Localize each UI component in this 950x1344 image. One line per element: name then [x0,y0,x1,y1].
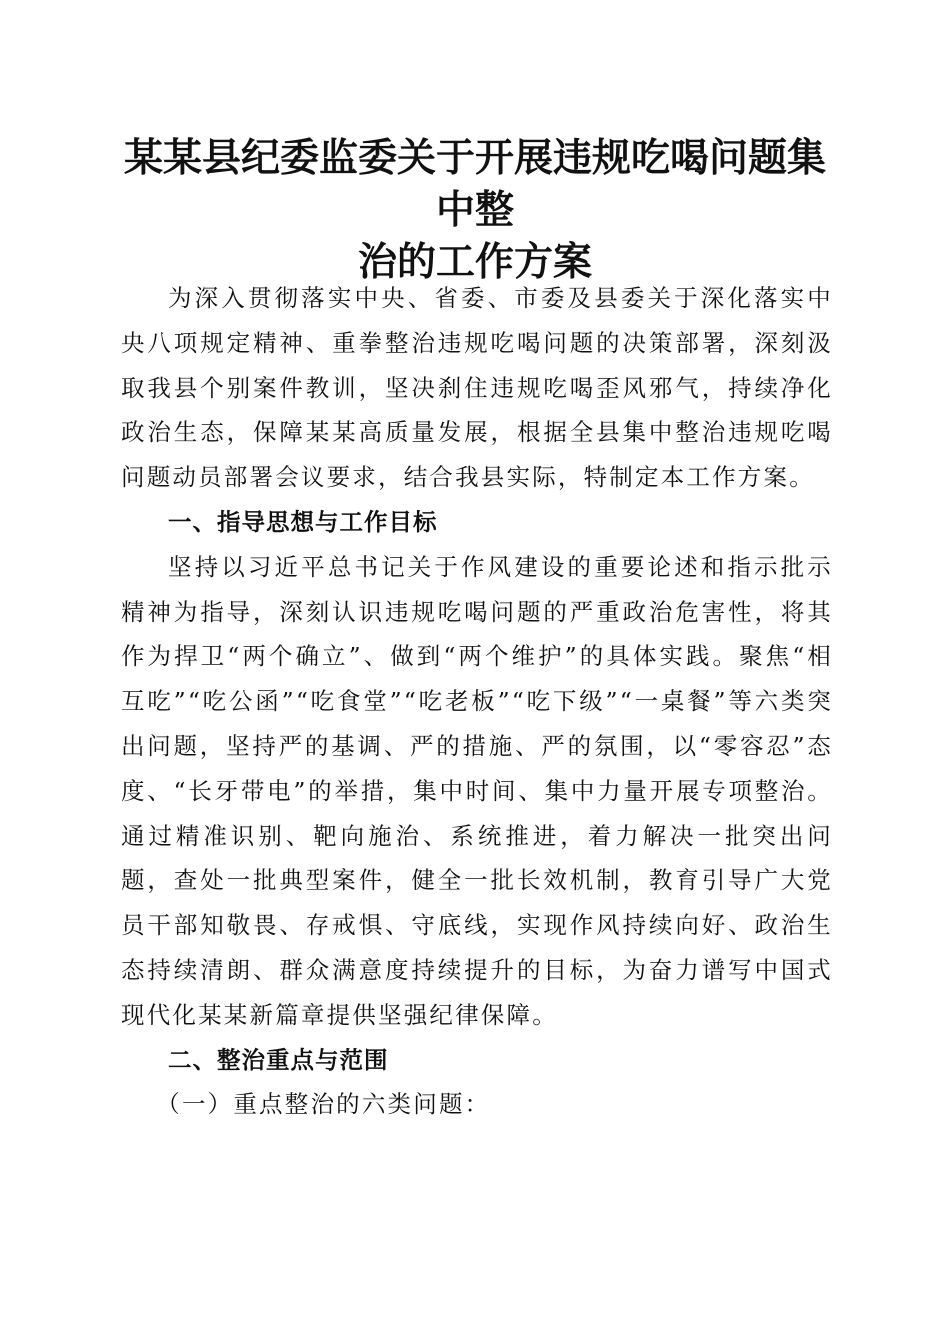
document-title [110,132,840,288]
title-line-2: 治的工作方案 [357,239,592,285]
subsection-1-heading: （一）重点整治的六类问题： [156,1090,491,1119]
intro-paragraph: 为深入贯彻落实中央、省委、市委及县委关于深化落实中央八项规定精神、重拳整治违规吃喝问题的决策部署，深刻汲取我县个别案件教训，坚决刹住违规吃喝歪风邪气，持续净化政治生态，保障某某高质量发展，根据全县集中整治违规吃喝问题动员部署会议要求，结合我县实际，特制定本工作方案。 [121,284,833,492]
section-1-heading: 一、指导思想与工作目标 [168,507,438,536]
section-2-heading: 二、整治重点与范围 [168,1045,389,1074]
section-1-paragraph: 坚持以习近平总书记关于作风建设的重要论述和指示批示精神为指导，深刻认识违规吃喝问题的严重政治危害性，将其作为捍卫“两个确立”、做到“两个维护”的具体实践。聚焦“相互吃”“吃公函”“吃食堂”“吃老板”“吃下级”“一桌餐”等六类突出问题，坚持严的基调、严的措施、严的氛围，以“零容忍”态度、“长牙带电”的举措，集中时间、集中力量开展专项整治。通过精准识别、靶向施治、系统推进，着力解决一批突出问题，查处一批典型案件，健全一批长效机制，教育引导广大党员干部知敬畏、存戒惧、守底线，实现作风持续向好、政治生态持续清朗、群众满意度持续提升的目标，为奋力谱写中国式现代化某某新篇章提供坚强纪律保障。 [121,552,833,1029]
document-body [121,276,833,1127]
title-line-1: 某某县纪委监委关于开展违规吃喝问题集中整 [123,135,826,233]
